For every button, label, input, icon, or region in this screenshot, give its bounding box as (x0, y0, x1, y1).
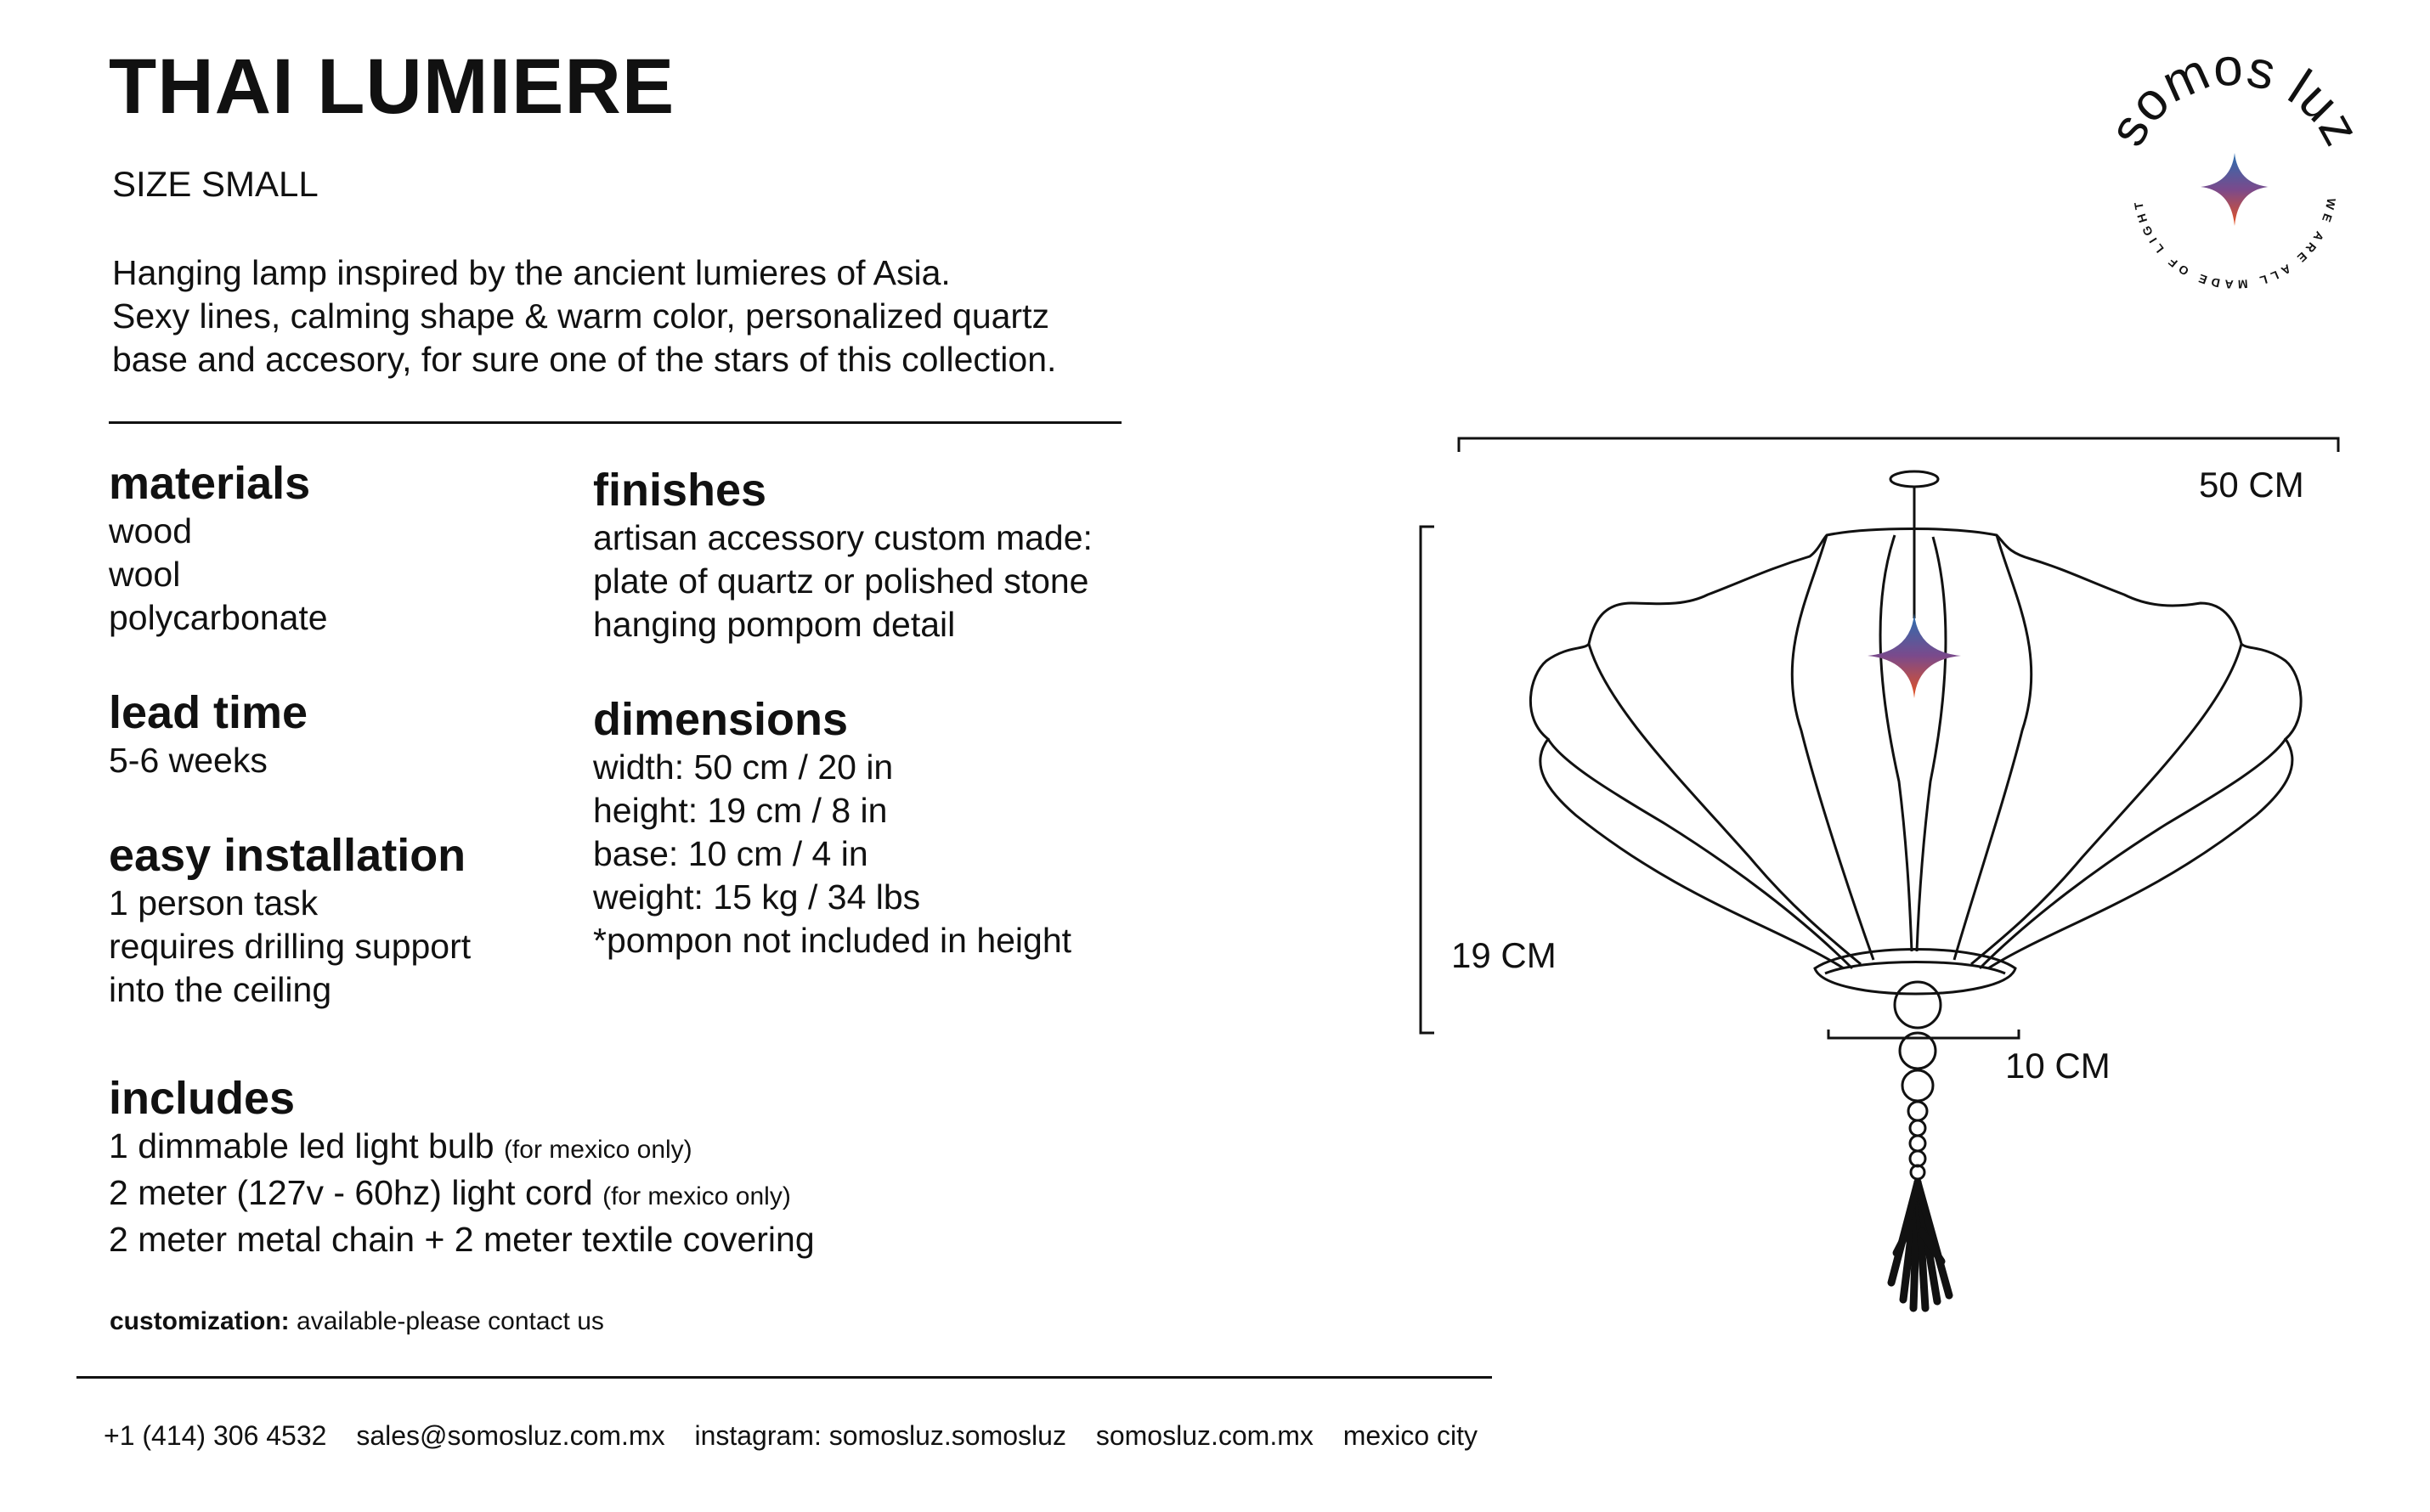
materials-item: wood (109, 511, 193, 550)
customization-text: available-please contact us (289, 1307, 604, 1335)
installation-item: requires drilling support (109, 927, 472, 966)
size-label: SIZE SMALL (112, 164, 319, 204)
includes-note: (for mexico only) (602, 1182, 791, 1210)
dimensions-item: weight: 15 kg / 34 lbs (593, 877, 921, 917)
materials-heading: materials (109, 458, 311, 509)
includes-heading: includes (109, 1073, 296, 1124)
footer-phone[interactable]: +1 (414) 306 4532 (104, 1420, 327, 1451)
includes-section (109, 1074, 815, 1261)
divider-top (109, 421, 1122, 424)
includes-text: 2 meter (127v - 60hz) light cord (109, 1173, 603, 1212)
includes-note: (for mexico only) (503, 1136, 692, 1164)
pompom-beads (1895, 982, 1941, 1179)
footer-contact (104, 1420, 1500, 1452)
footer-website[interactable]: somosluz.com.mx (1095, 1420, 1314, 1451)
description-line: Hanging lamp inspired by the ancient lumieres of Asia. (112, 253, 951, 292)
includes-item (109, 1125, 815, 1171)
dimensions-item: base: 10 cm / 4 in (593, 834, 868, 873)
description-line: Sexy lines, calming shape & warm color, personalized quartz (112, 296, 1049, 336)
footer-location: mexico city (1342, 1420, 1478, 1451)
includes-item (109, 1218, 815, 1261)
height-label: 19 CM (1451, 935, 1557, 975)
dimensions-item: height: 19 cm / 8 in (593, 791, 888, 830)
dimensions-item: *pompon not included in height (593, 921, 1072, 960)
product-description (112, 251, 1132, 381)
includes-text: 2 meter metal chain + 2 meter textile covering (109, 1220, 815, 1259)
materials-item: wool (109, 555, 181, 594)
footer-email[interactable]: sales@somosluz.com.mx (356, 1420, 665, 1451)
includes-item (109, 1171, 815, 1218)
pompom-tassel (1891, 1182, 1949, 1308)
lamp-base (1815, 950, 2015, 995)
product-title: THAI LUMIERE (109, 43, 675, 130)
installation-item: 1 person task (109, 883, 319, 922)
dimensions-section (593, 695, 1071, 962)
finishes-item: plate of quartz or polished stone (593, 561, 1089, 601)
installation-section (109, 831, 471, 1012)
divider-bottom (76, 1376, 1492, 1379)
finishes-item: hanging pompom detail (593, 605, 956, 644)
includes-text: 1 dimmable led light bulb (109, 1126, 504, 1165)
description-line: base and accesory, for sure one of the stars of this collection. (112, 340, 1057, 379)
materials-section (109, 459, 328, 640)
base-label: 10 CM (2005, 1046, 2111, 1086)
logo-wordmark: somos luz (2097, 37, 2372, 155)
lamp-diagram (1410, 425, 2362, 1325)
dimensions-heading: dimensions (593, 694, 849, 745)
customization-note (110, 1307, 604, 1336)
materials-item: polycarbonate (109, 598, 328, 637)
lead-time-section (109, 688, 308, 782)
footer-instagram[interactable]: instagram: somosluz.somosluz (694, 1420, 1066, 1451)
finishes-item: artisan accessory custom made: (593, 518, 1093, 557)
somos-luz-logo (2097, 37, 2372, 314)
customization-label: customization: (110, 1307, 290, 1335)
width-dimension-line (1459, 438, 2338, 452)
logo-star-icon (2201, 153, 2269, 226)
finishes-section (593, 465, 1093, 646)
installation-item: into the ceiling (109, 970, 332, 1009)
logo-tagline: WE ARE ALL MADE OF LIGHT (2130, 196, 2339, 292)
finishes-heading: finishes (593, 465, 767, 516)
height-dimension-line (1421, 527, 1434, 1033)
lamp-canopy (1890, 471, 1938, 618)
lamp-shade (1530, 529, 2301, 969)
lead-time-value: 5-6 weeks (109, 741, 268, 780)
installation-heading: easy installation (109, 830, 466, 881)
dimensions-item: width: 50 cm / 20 in (593, 748, 894, 787)
width-label: 50 CM (2199, 465, 2304, 505)
lead-time-heading: lead time (109, 687, 308, 738)
